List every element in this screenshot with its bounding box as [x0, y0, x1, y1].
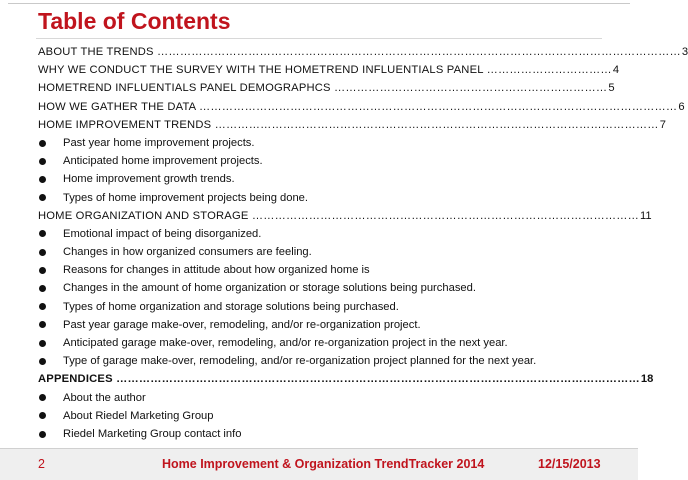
toc-entry-label: ABOUT THE TRENDS	[38, 46, 154, 58]
toc-subitem	[38, 261, 598, 279]
bullet-icon	[39, 431, 46, 438]
toc-subitem	[38, 352, 598, 370]
toc-subitem-label: Riedel Marketing Group contact info	[63, 427, 242, 440]
toc-entry-label: WHY WE CONDUCT THE SURVEY WITH THE HOMETREND INFLUENTIALS PANEL	[38, 64, 484, 77]
bullet-icon	[39, 158, 46, 165]
toc-subitem-label: About Riedel Marketing Group	[63, 409, 214, 422]
toc-entry[interactable]	[38, 370, 654, 388]
bullet-icon	[39, 303, 46, 310]
footer-date: 12/15/2013	[538, 457, 601, 471]
toc-entry-title	[38, 370, 640, 388]
toc-entry-label: HOME ORGANIZATION AND STORAGE	[38, 209, 249, 222]
bullet-icon	[39, 358, 46, 365]
toc-subitem-label: Types of home improvement projects being done.	[63, 191, 309, 204]
toc-dot-leader: …………………………………………………………………………………………………………………………	[157, 46, 681, 58]
bullet-icon	[39, 249, 46, 256]
toc-page-number: 4	[612, 64, 620, 77]
toc-dot-leader: ………………………………………………………………………………………………………	[214, 118, 659, 131]
bullet-icon	[39, 140, 46, 147]
toc-subitem-label: Emotional impact of being disorganized.	[63, 227, 262, 240]
toc-entry[interactable]	[38, 61, 620, 79]
toc-entry-label: HOW WE GATHER THE DATA	[38, 100, 196, 113]
toc-page-number: 3	[681, 46, 688, 58]
toc-entry[interactable]	[38, 43, 688, 61]
bullet-icon	[39, 321, 46, 328]
toc-entry-title	[38, 79, 607, 97]
toc-page-number: 7	[659, 118, 666, 131]
toc-subitem-label: Home improvement growth trends.	[63, 173, 235, 186]
top-divider	[8, 3, 630, 4]
toc-subitem	[38, 334, 598, 352]
toc-entry[interactable]	[38, 207, 652, 225]
toc-subitem-label: Changes in how organized consumers are feeling.	[63, 246, 312, 259]
toc-subitem	[38, 389, 598, 407]
bullet-icon	[39, 267, 46, 274]
toc-subitem	[38, 407, 598, 425]
bullet-icon	[39, 394, 46, 401]
toc-dot-leader: …………………………………………………………………………………………	[251, 209, 640, 222]
toc-page-number: 11	[640, 209, 652, 222]
toc-entry-title	[38, 61, 612, 79]
toc-entry-label: HOME IMPROVEMENT TRENDS	[38, 118, 212, 131]
toc-entry-title	[38, 207, 639, 225]
toc-subitem	[38, 425, 598, 443]
toc-subitem-label: Type of garage make-over, remodeling, and/or re-organization project planned for the next year.	[63, 355, 537, 368]
footer-page-number: 2	[38, 457, 45, 471]
toc-subitem-label: Past year garage make-over, remodeling, and/or re-organization project.	[63, 318, 421, 331]
toc-entry-label: APPENDICES	[38, 373, 113, 386]
bullet-icon	[39, 340, 46, 347]
toc-subitem-label: Anticipated home improvement projects.	[63, 155, 263, 168]
toc-dot-leader: ……………………………	[486, 64, 612, 77]
footer	[0, 448, 638, 480]
toc-subitem	[38, 298, 598, 316]
toc-page-number: 5	[608, 82, 615, 95]
bullet-icon	[39, 194, 46, 201]
toc-entry-label: HOMETREND INFLUENTIALS PANEL DEMOGRAPHCS	[38, 82, 331, 95]
page-title: Table of Contents	[38, 8, 231, 34]
toc-entry-title	[38, 116, 659, 134]
toc-subitem-label: Reasons for changes in attitude about how organized home is	[63, 264, 370, 277]
toc-subitem	[38, 279, 598, 297]
toc-subitem	[38, 152, 598, 170]
toc-subitem-label: Anticipated garage make-over, remodeling, and/or re-organization project in the next year.	[63, 337, 508, 349]
toc-entry[interactable]	[38, 79, 615, 97]
toc-page-number: 6	[678, 100, 685, 113]
toc-subitem-label: About the author	[63, 391, 146, 404]
toc-subitem	[38, 170, 598, 188]
toc-dot-leader: …………………………………………………………………………………………………………………………	[116, 373, 640, 386]
toc-page-number: 18	[640, 373, 654, 386]
toc-subitem	[38, 134, 598, 152]
toc-entry[interactable]	[38, 116, 666, 134]
toc-subitem	[38, 225, 598, 243]
toc-subitem	[38, 189, 598, 207]
footer-document-title: Home Improvement & Organization TrendTracker 2014	[162, 457, 485, 471]
toc-subitem	[38, 316, 598, 334]
toc-entry-title	[38, 43, 681, 61]
bullet-icon	[39, 230, 46, 237]
title-divider	[36, 38, 602, 39]
toc-subitem-label: Past year home improvement projects.	[63, 136, 255, 149]
toc-entry[interactable]	[38, 98, 685, 116]
toc-dot-leader: ………………………………………………………………	[334, 82, 608, 95]
bullet-icon	[39, 285, 46, 292]
toc-entry-title	[38, 98, 677, 116]
toc-subitem	[38, 243, 598, 261]
table-of-contents	[38, 43, 688, 443]
toc-subitem-label: Changes in the amount of home organization or storage solutions being purchased.	[63, 282, 476, 295]
toc-dot-leader: ………………………………………………………………………………………………………………	[199, 100, 678, 113]
toc-subitem-label: Types of home organization and storage solutions being purchased.	[63, 300, 399, 313]
bullet-icon	[39, 412, 46, 419]
bullet-icon	[39, 176, 46, 183]
